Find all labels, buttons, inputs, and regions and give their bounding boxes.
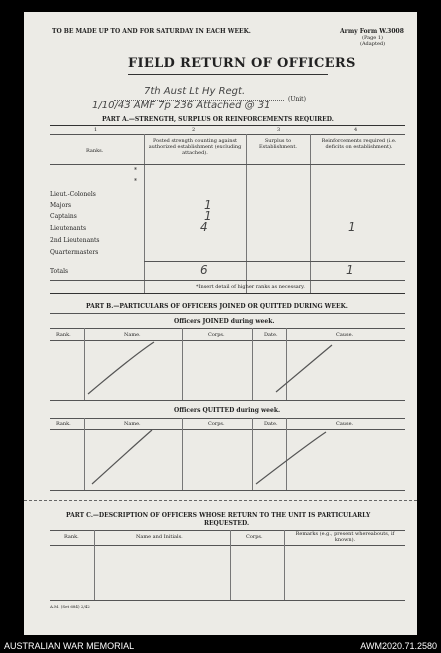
joined-header-bottom-rule bbox=[50, 340, 405, 341]
unit-label: (Unit) bbox=[288, 96, 306, 103]
col-number-3: 3 bbox=[277, 127, 281, 133]
part-a-divider-2 bbox=[246, 134, 247, 294]
joined-bottom-rule bbox=[50, 400, 405, 401]
quitted-col-cause: Cause. bbox=[336, 421, 354, 427]
rank-2nd-lieutenants: 2nd Lieutenants bbox=[50, 237, 100, 244]
form-number: Army Form W.3008 bbox=[340, 28, 404, 35]
footer-bar bbox=[0, 640, 441, 653]
joined-col-rank: Rank. bbox=[56, 332, 71, 338]
quitted-col-corps: Corps. bbox=[208, 421, 225, 427]
part-b-title: PART B.—PARTICULARS OF OFFICERS JOINED OR QUITTED DURING WEEK. bbox=[86, 303, 348, 310]
quitted-bottom-rule bbox=[50, 490, 405, 491]
part-c-col-remarks: Remarks (e.g., present whereabouts, if known). bbox=[295, 531, 395, 543]
part-a-title: PART A.—STRENGTH, SURPLUS OR REINFORCEMENTS REQUIRED. bbox=[102, 116, 334, 123]
joined-divider-3 bbox=[252, 328, 253, 400]
col-number-4: 4 bbox=[354, 127, 358, 133]
joined-divider-4 bbox=[286, 328, 287, 400]
header-posted-strength: Posted strength counting against authorized establishment (excluding attached). bbox=[148, 138, 242, 156]
form-title: FIELD RETURN OF OFFICERS bbox=[128, 56, 356, 71]
joined-right-cross-stroke bbox=[276, 345, 332, 392]
rank-majors: Majors bbox=[50, 202, 72, 209]
rank-captains: Captains bbox=[50, 213, 77, 220]
totals-posted: 6 bbox=[200, 263, 208, 277]
footer-institution: AUSTRALIAN WAR MEMORIAL bbox=[4, 641, 135, 651]
page-number: (Page 1) bbox=[362, 35, 383, 41]
posted-captains: 1 bbox=[204, 209, 212, 223]
adapted-note: (Adapted) bbox=[360, 41, 386, 47]
header-surplus: Surplus to Establishment. bbox=[259, 138, 297, 150]
joined-col-corps: Corps. bbox=[208, 332, 225, 338]
totals-bottom-rule bbox=[50, 280, 405, 281]
quitted-right-cross-stroke bbox=[256, 432, 326, 484]
posted-lieutenants: 4 bbox=[200, 220, 208, 234]
joined-left-cross-stroke bbox=[88, 342, 154, 394]
part-a-divider-1 bbox=[144, 134, 145, 294]
part-b-title-rule bbox=[50, 313, 405, 314]
rank-lieut-colonels: Lieut.-Colonels bbox=[50, 191, 96, 198]
quitted-divider-3 bbox=[252, 418, 253, 490]
part-c-divider-1 bbox=[94, 530, 95, 600]
form-sheet bbox=[24, 12, 417, 635]
quitted-divider-1 bbox=[84, 418, 85, 490]
part-a-divider-3 bbox=[310, 134, 311, 294]
part-c-col-corps: Corps. bbox=[246, 534, 263, 540]
part-c-divider-3 bbox=[284, 530, 285, 600]
quitted-col-rank: Rank. bbox=[56, 421, 71, 427]
joined-divider-2 bbox=[182, 328, 183, 400]
handwritten-unit-line1: 7th Aust Lt Hy Regt. bbox=[144, 86, 246, 97]
part-c-col-name: Name and Initials. bbox=[136, 534, 183, 540]
rank-asterisk-2: * bbox=[134, 178, 137, 185]
title-underline bbox=[128, 74, 328, 75]
printer-note: A.M. (Set 684) 2/42 bbox=[50, 604, 90, 609]
joined-title: Officers JOINED during week. bbox=[174, 318, 275, 325]
joined-col-date: Date. bbox=[264, 332, 278, 338]
joined-col-name: Name. bbox=[124, 332, 141, 338]
header-reinforcements: Reinforcements required (i.e. deficits on establishment). bbox=[321, 138, 397, 150]
quitted-divider-4 bbox=[286, 418, 287, 490]
part-c-title-line2: REQUESTED. bbox=[204, 520, 250, 527]
totals-reinf: 1 bbox=[346, 263, 354, 277]
col-number-2: 2 bbox=[192, 127, 196, 133]
totals-label: Totals bbox=[50, 268, 69, 275]
part-a-bottom-rule bbox=[50, 293, 405, 294]
quitted-left-cross-stroke bbox=[92, 430, 152, 484]
part-c-col-rank: Rank. bbox=[64, 534, 79, 540]
quitted-col-name: Name. bbox=[124, 421, 141, 427]
header-ranks: Ranks. bbox=[86, 148, 104, 154]
instruction-text: TO BE MADE UP TO AND FOR SATURDAY IN EACH WEEK. bbox=[52, 28, 251, 35]
part-c-divider-2 bbox=[230, 530, 231, 600]
totals-top-rule bbox=[144, 261, 405, 262]
quitted-header-bottom-rule bbox=[50, 429, 405, 430]
handwritten-unit-line2: 1/10/43 AMF 7p 236 Attached @ 31 bbox=[92, 100, 271, 111]
part-c-title-line1: PART C.—DESCRIPTION OF OFFICERS WHOSE RETURN TO THE UNIT IS PARTICULARLY bbox=[66, 512, 371, 519]
col-number-rule bbox=[50, 134, 405, 135]
joined-divider-1 bbox=[84, 328, 85, 400]
perforation-line bbox=[24, 500, 417, 501]
rank-quartermasters: Quartermasters bbox=[50, 249, 99, 256]
part-a-footnote: *Insert detail of higher ranks as necessary. bbox=[196, 284, 305, 290]
footer-accession-number: AWM2020.71.2580 bbox=[360, 641, 437, 651]
posted-majors: 1 bbox=[204, 198, 212, 212]
rank-asterisk-1: * bbox=[134, 167, 137, 174]
joined-col-cause: Cause. bbox=[336, 332, 354, 338]
quitted-col-date: Date. bbox=[264, 421, 278, 427]
quitted-divider-2 bbox=[182, 418, 183, 490]
part-c-bottom-rule bbox=[50, 600, 405, 601]
part-a-top-rule bbox=[50, 125, 405, 126]
rank-lieutenants: Lieutenants bbox=[50, 225, 87, 232]
quitted-title: Officers QUITTED during week. bbox=[174, 407, 281, 414]
header-bottom-rule bbox=[50, 164, 405, 165]
reinf-lieutenants: 1 bbox=[348, 220, 356, 234]
joined-header-top-rule bbox=[50, 328, 405, 329]
quitted-header-top-rule bbox=[50, 418, 405, 419]
part-c-header-bottom-rule bbox=[50, 545, 405, 546]
col-number-1: 1 bbox=[94, 127, 98, 133]
